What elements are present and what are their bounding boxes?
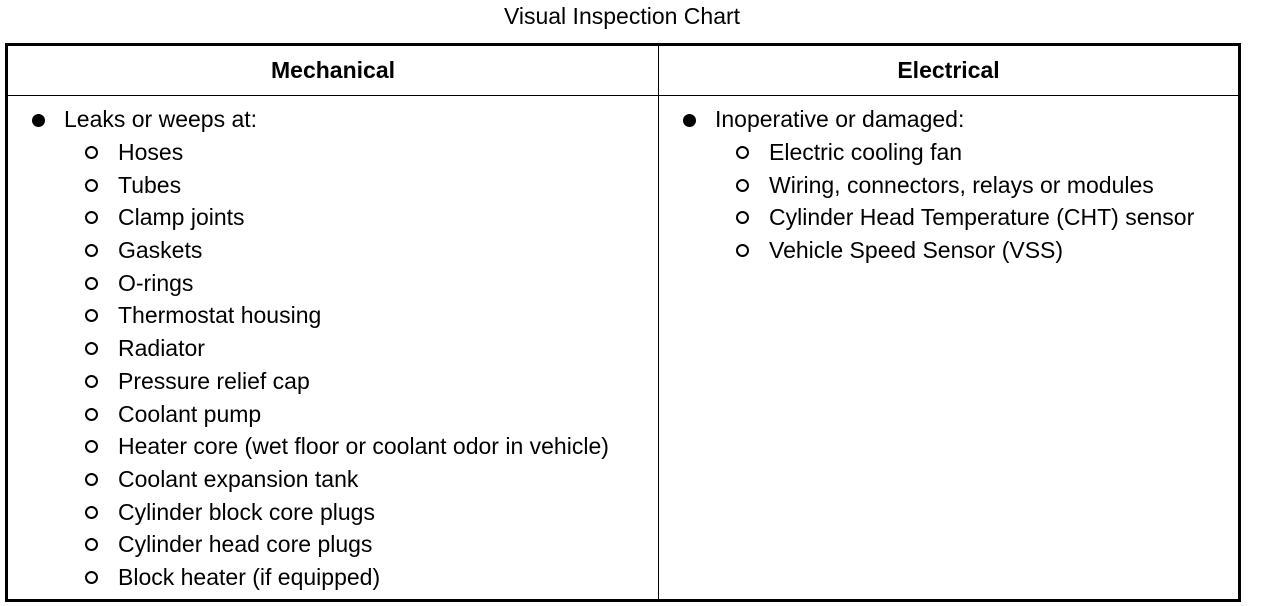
list-item-label: Tubes bbox=[118, 171, 182, 198]
list-item-label: Wiring, connectors, relays or modules bbox=[769, 171, 1154, 198]
list-item-label: Heater core (wet floor or coolant odor in vehicle) bbox=[118, 433, 609, 460]
electrical-column bbox=[659, 46, 1238, 599]
filled-bullet-icon bbox=[683, 114, 696, 127]
inspection-table bbox=[5, 43, 1241, 602]
hollow-bullet-icon bbox=[85, 179, 98, 192]
list-item-label: Coolant pump bbox=[118, 400, 262, 427]
hollow-bullet-icon bbox=[85, 342, 98, 355]
list-item-label: Cylinder block core plugs bbox=[118, 498, 375, 525]
hollow-bullet-icon bbox=[85, 277, 98, 290]
electrical-intro: Inoperative or damaged: bbox=[715, 106, 965, 132]
electrical-header: Electrical bbox=[659, 46, 1238, 96]
hollow-bullet-icon bbox=[85, 375, 98, 388]
mechanical-column bbox=[8, 46, 659, 599]
hollow-bullet-icon bbox=[85, 309, 98, 322]
list-item-label: Block heater (if equipped) bbox=[118, 563, 381, 590]
list-item-label: Electric cooling fan bbox=[769, 139, 963, 165]
hollow-bullet-icon bbox=[85, 440, 98, 453]
list-item-label: Radiator bbox=[118, 335, 205, 362]
list-item-label: Cylinder Head Temperature (CHT) sensor bbox=[769, 204, 1195, 231]
list-item-label: Clamp joints bbox=[118, 204, 245, 231]
list-item-label: Gaskets bbox=[118, 237, 203, 264]
hollow-bullet-icon bbox=[736, 244, 749, 257]
hollow-bullet-icon bbox=[85, 538, 98, 551]
list-item-label: Thermostat housing bbox=[118, 302, 322, 329]
hollow-bullet-icon bbox=[736, 211, 749, 224]
mechanical-intro: Leaks or weeps at: bbox=[64, 106, 258, 132]
hollow-bullet-icon bbox=[85, 211, 98, 224]
hollow-bullet-icon bbox=[736, 179, 749, 192]
hollow-bullet-icon bbox=[85, 571, 98, 584]
list-item-label: Cylinder head core plugs bbox=[118, 531, 373, 558]
hollow-bullet-icon bbox=[85, 506, 98, 519]
list-item-label: Pressure relief cap bbox=[118, 367, 310, 394]
chart-title: Visual Inspection Chart bbox=[503, 3, 741, 29]
hollow-bullet-icon bbox=[85, 408, 98, 421]
hollow-bullet-icon bbox=[85, 473, 98, 486]
mechanical-header: Mechanical bbox=[8, 46, 658, 96]
filled-bullet-icon bbox=[32, 114, 45, 127]
list-item-label: Hoses bbox=[118, 139, 184, 165]
list-item-label: Coolant expansion tank bbox=[118, 465, 359, 492]
list-item-label: O-rings bbox=[118, 269, 194, 296]
hollow-bullet-icon bbox=[85, 244, 98, 257]
hollow-bullet-icon bbox=[85, 146, 98, 159]
list-item-label: Vehicle Speed Sensor (VSS) bbox=[769, 237, 1064, 264]
hollow-bullet-icon bbox=[736, 146, 749, 159]
